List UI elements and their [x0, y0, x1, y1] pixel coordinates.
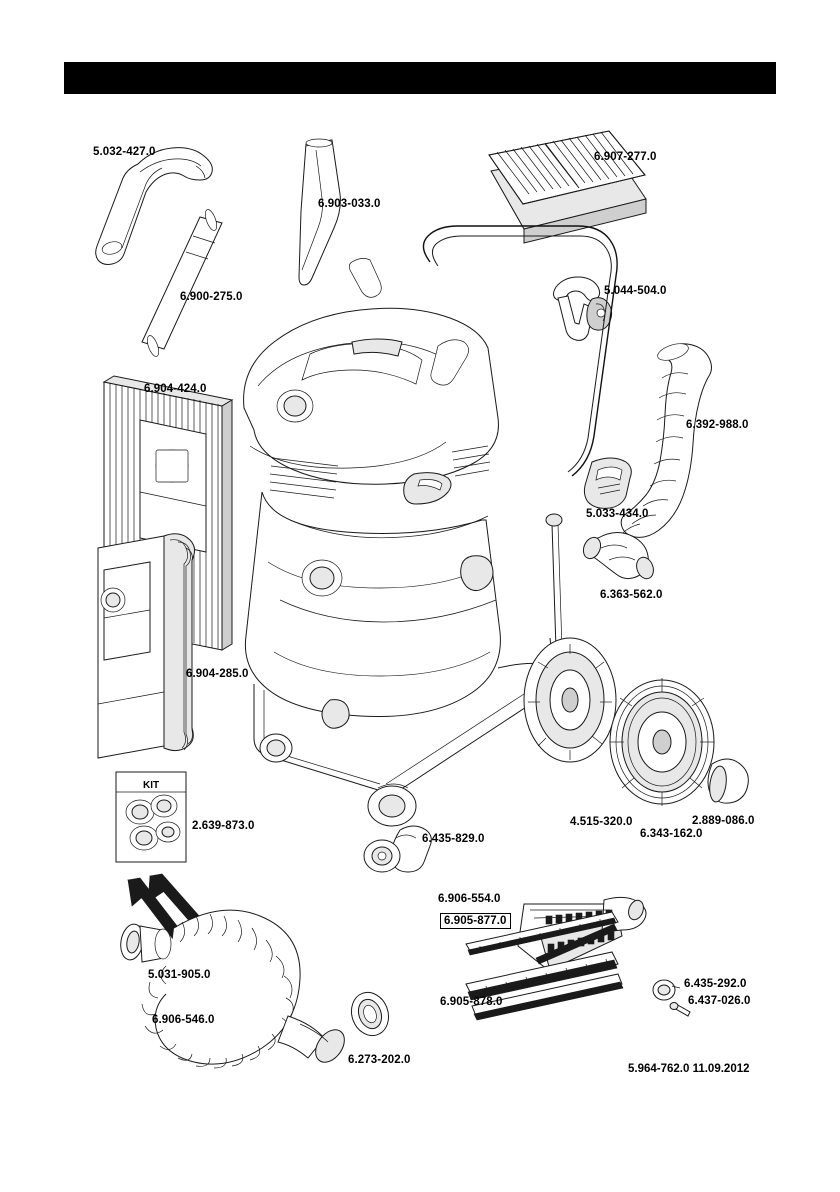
part-hose-cuff-art: [118, 922, 171, 962]
part-label-6.905-878.0: 6.905-878.0: [440, 996, 503, 1008]
part-elbow-connector-art: [580, 532, 656, 581]
part-label-6.903-033.0: 6.903-033.0: [318, 198, 381, 210]
part-label-5.031-905.0: 5.031-905.0: [148, 969, 211, 981]
part-wheel-cap-art: [708, 759, 749, 803]
part-suction-hose-bent-art: [593, 340, 711, 565]
part-wheel-large-art: [610, 678, 714, 806]
part-label-6.392-988.0: 6.392-988.0: [686, 419, 749, 431]
svg-text:KIT: KIT: [143, 780, 160, 791]
footer-document-number: 5.964-762.0 11.09.2012: [628, 1063, 750, 1075]
part-label-6.363-562.0: 6.363-562.0: [600, 589, 663, 601]
part-label-6.437-026.0: 6.437-026.0: [688, 995, 751, 1007]
part-label-6.904-424.0: 6.904-424.0: [144, 383, 207, 395]
part-fleece-filter-bag-art: [98, 534, 195, 758]
part-locking-knob-art: [653, 980, 680, 1000]
part-label-6.907-277.0: 6.907-277.0: [594, 151, 657, 163]
part-label-6.904-285.0: 6.904-285.0: [186, 668, 249, 680]
part-hose-connector-ring-art: [346, 987, 395, 1041]
part-label-6.906-554.0: 6.906-554.0: [438, 893, 501, 905]
part-label-2.639-873.0: 2.639-873.0: [192, 820, 255, 832]
part-label-6.900-275.0: 6.900-275.0: [180, 291, 243, 303]
part-label-6.435-829.0: 6.435-829.0: [422, 833, 485, 845]
part-label-6.273-202.0: 6.273-202.0: [348, 1054, 411, 1066]
part-label-5.032-427.0: 5.032-427.0: [93, 146, 156, 158]
part-label-5.044-504.0: 5.044-504.0: [604, 285, 667, 297]
part-crevice-nozzle-art: [299, 139, 340, 285]
part-screw-pin-art: [670, 1003, 690, 1017]
part-label-2.889-086.0: 2.889-086.0: [692, 815, 755, 827]
part-label-6.906-546.0: 6.906-546.0: [152, 1014, 215, 1026]
part-label-6.343-162.0: 6.343-162.0: [640, 828, 703, 840]
part-label-6.435-292.0: 6.435-292.0: [684, 978, 747, 990]
part-label-5.033-434.0: 5.033-434.0: [586, 508, 649, 520]
part-extension-tube-art: [142, 208, 222, 358]
part-label-6.905-877.0: 6.905-877.0: [440, 913, 511, 929]
part-label-4.515-320.0: 4.515-320.0: [570, 816, 633, 828]
